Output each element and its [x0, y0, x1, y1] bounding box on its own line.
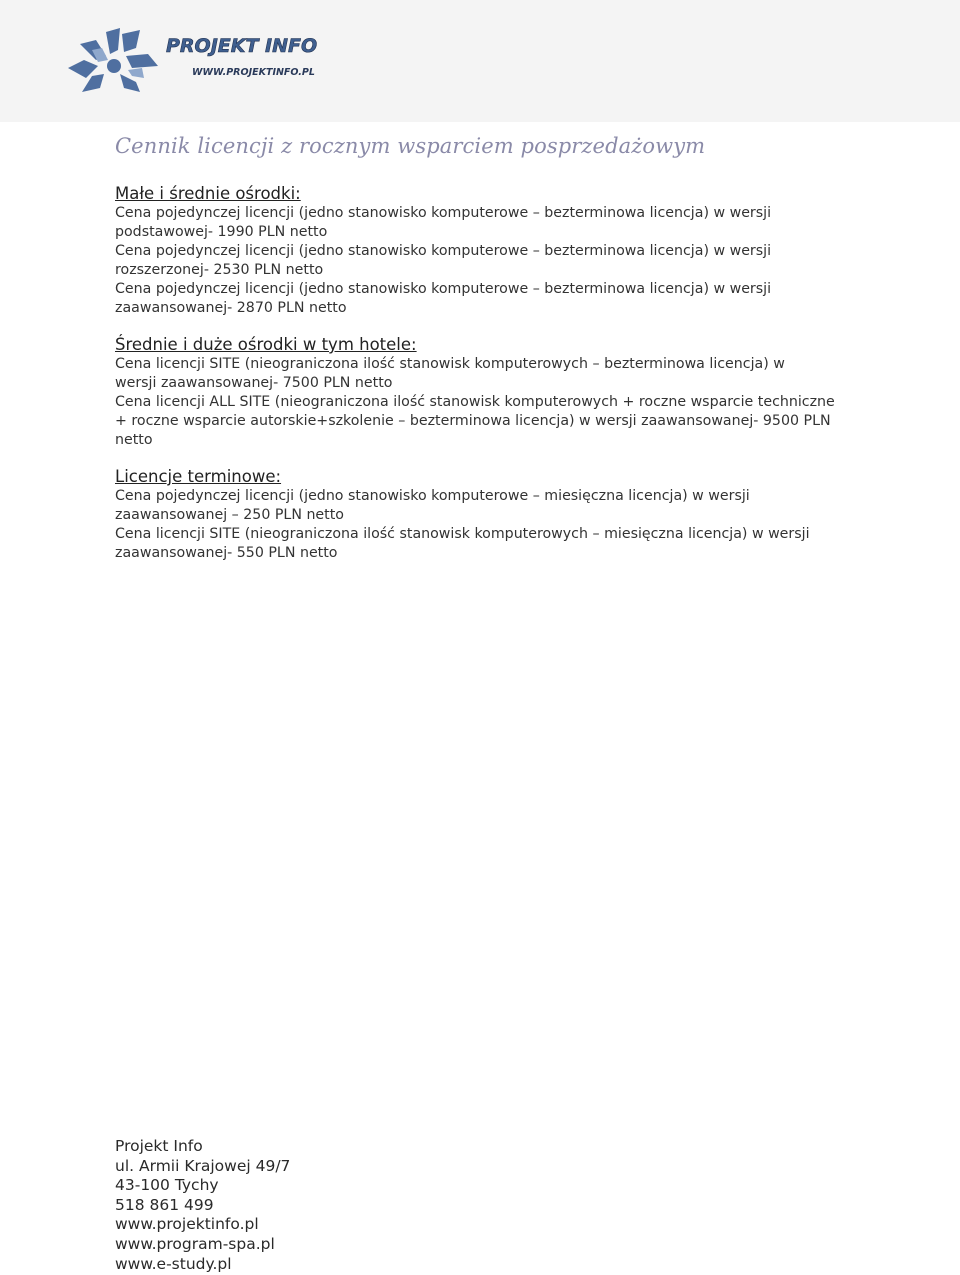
price-list [115, 184, 855, 563]
section-small-medium [115, 184, 855, 318]
logo-brand-url: WWW.PROJEKTINFO.PL [192, 67, 315, 78]
page-title: Cennik licencji z rocznym wsparciem posprzedażowym [115, 134, 706, 158]
price-line: netto [115, 432, 153, 448]
price-line: Cena pojedynczej licencji (jedno stanowisko komputerowe – bezterminowa licencja) w wersji [115, 243, 772, 259]
section-heading: Małe i średnie ośrodki: [115, 184, 301, 203]
section-heading: Licencje terminowe: [115, 467, 282, 486]
company-logo [62, 26, 362, 98]
footer-website-link[interactable]: www.projektinfo.pl [115, 1215, 259, 1234]
price-line: Cena licencji SITE (nieograniczona ilość stanowisk komputerowych – miesięczna licencja) w wersji [115, 526, 810, 542]
footer-city: 43-100 Tychy [115, 1176, 219, 1195]
price-line: Cena licencji SITE (nieograniczona ilość stanowisk komputerowych – bezterminowa licencja) w [115, 356, 785, 372]
price-line: rozszerzonej- 2530 PLN netto [115, 262, 324, 278]
price-line: podstawowej- 1990 PLN netto [115, 224, 328, 240]
section-term-licenses [115, 467, 855, 563]
footer-contact [115, 1137, 290, 1274]
price-line: Cena licencji ALL SITE (nieograniczona ilość stanowisk komputerowych + roczne wsparcie techniczne [115, 394, 835, 410]
price-line: wersji zaawansowanej- 7500 PLN netto [115, 375, 393, 391]
section-medium-large-hotels [115, 335, 855, 450]
price-line: + roczne wsparcie autorskie+szkolenie – bezterminowa licencja) w wersji zaawansowanej- 9500 PLN [115, 413, 831, 429]
logo-brand-name: PROJEKT INFO [166, 35, 318, 57]
footer-street: ul. Armii Krajowej 49/7 [115, 1156, 291, 1175]
price-line: zaawansowanej – 250 PLN netto [115, 507, 344, 523]
section-heading: Średnie i duże ośrodki w tym hotele: [115, 335, 417, 354]
footer-website-link[interactable]: www.e-study.pl [115, 1254, 232, 1273]
price-line: Cena pojedynczej licencji (jedno stanowisko komputerowe – miesięczna licencja) w wersji [115, 488, 750, 504]
price-line: Cena pojedynczej licencji (jedno stanowisko komputerowe – bezterminowa licencja) w wersji [115, 281, 772, 297]
logo-mark-icon [62, 26, 362, 98]
price-line: Cena pojedynczej licencji (jedno stanowisko komputerowe – bezterminowa licencja) w wersji [115, 205, 772, 221]
footer-phone: 518 861 499 [115, 1195, 214, 1214]
price-line: zaawansowanej- 2870 PLN netto [115, 300, 347, 316]
footer-company: Projekt Info [115, 1137, 203, 1155]
price-line: zaawansowanej- 550 PLN netto [115, 545, 338, 561]
footer-website-link[interactable]: www.program-spa.pl [115, 1234, 275, 1253]
